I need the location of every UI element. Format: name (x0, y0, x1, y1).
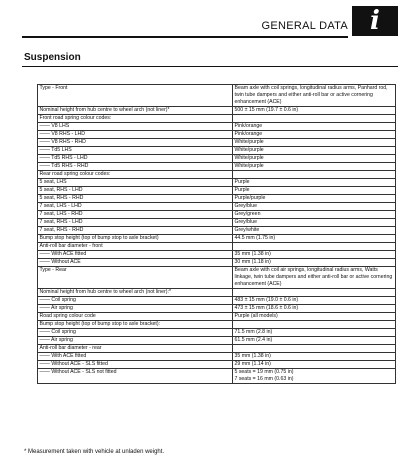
spec-label: Bump stop height (top of bump stop to axle bracket) (38, 235, 233, 243)
table-row (38, 187, 396, 195)
table-row (38, 267, 396, 289)
table-row (38, 115, 396, 123)
table-row (38, 353, 396, 361)
spec-value: 483 ± 15 mm (19.0 ± 0.6 in) (233, 297, 396, 305)
spec-label: 5 seat, RHS - RHD (38, 195, 233, 203)
table-row (38, 361, 396, 369)
table-row (38, 107, 396, 115)
spec-label: —— With ACE fitted (38, 353, 233, 361)
table-row (38, 369, 396, 384)
spec-label: Type - Front (38, 85, 233, 107)
table-row (38, 139, 396, 147)
spec-value: 5 seats = 19 mm (0.75 in) 7 seats = 16 mm (0.63 in) (233, 369, 396, 384)
spec-label: 5 seat, RHS - LHD (38, 187, 233, 195)
spec-value: Purple (233, 187, 396, 195)
table-row (38, 243, 396, 251)
spec-value: Purple (233, 179, 396, 187)
table-row (38, 313, 396, 321)
spec-value: White/purple (233, 155, 396, 163)
table-row (38, 235, 396, 243)
spec-label: —— Coil spring (38, 297, 233, 305)
spec-value (233, 345, 396, 353)
table-row (38, 211, 396, 219)
spec-label: —— Coil spring (38, 329, 233, 337)
spec-value: White/purple (233, 163, 396, 171)
spec-value: 35 mm (1.38 in) (233, 251, 396, 259)
spec-value (233, 289, 396, 297)
spec-label: Anti-roll bar diameter - front (38, 243, 233, 251)
spec-value: Beam axle with coil springs, longitudinal radius arms, Panhard rod, twin tube dampers and either anti-roll bar or active cornering enhancement (ACE) (233, 85, 396, 107)
footnote: * Measurement taken with vehicle at unladen weight. (24, 449, 165, 455)
table-row (38, 251, 396, 259)
table-row (38, 163, 396, 171)
spec-table-body (38, 85, 396, 384)
spec-value: 30 mm (1.18 in) (233, 259, 396, 267)
page-header-title: GENERAL DATA (261, 20, 348, 32)
spec-label: —— V8 RHS - LHD (38, 131, 233, 139)
spec-label: —— Td5 RHS - RHD (38, 163, 233, 171)
table-row (38, 321, 396, 329)
table-row (38, 85, 396, 107)
spec-label: —— With ACE fitted (38, 251, 233, 259)
spec-label: Nominal height from hub centre to wheel arch (not liner)* (38, 107, 233, 115)
section-title: Suspension (24, 52, 81, 63)
spec-label: —— Td5 RHS - LHD (38, 155, 233, 163)
spec-label: 7 seat, RHS - LHD (38, 219, 233, 227)
table-row (38, 337, 396, 345)
spec-value: 500 ± 15 mm (19.7 ± 0.6 in) (233, 107, 396, 115)
spec-value: Grey/blue (233, 219, 396, 227)
spec-label: Road spring colour code (38, 313, 233, 321)
spec-value: White/purple (233, 147, 396, 155)
spec-value (233, 243, 396, 251)
spec-label: 7 seat, LHS - RHD (38, 211, 233, 219)
table-row (38, 131, 396, 139)
suspension-spec-table (37, 84, 396, 384)
info-icon: i (352, 6, 398, 36)
spec-label: —— Without ACE (38, 259, 233, 267)
table-row (38, 289, 396, 297)
header-divider (22, 36, 348, 38)
spec-value (233, 115, 396, 123)
spec-value (233, 171, 396, 179)
spec-value: 61.5 mm (2.4 in) (233, 337, 396, 345)
table-row (38, 305, 396, 313)
table-row (38, 227, 396, 235)
table-row (38, 171, 396, 179)
spec-label: —— Td5 LHS (38, 147, 233, 155)
spec-label: Rear road spring colour codes: (38, 171, 233, 179)
spec-label: —— Air spring (38, 305, 233, 313)
spec-label: 5 seat, LHS (38, 179, 233, 187)
section-divider (22, 66, 398, 67)
spec-label: 7 seat, RHS - RHD (38, 227, 233, 235)
spec-value: Pink/orange (233, 123, 396, 131)
table-row (38, 329, 396, 337)
table-row (38, 297, 396, 305)
table-row (38, 123, 396, 131)
spec-label: —— V8 RHS - RHD (38, 139, 233, 147)
spec-label: —— V8 LHS (38, 123, 233, 131)
spec-value: 29 mm (1.14 in) (233, 361, 396, 369)
spec-value: Purple (all models) (233, 313, 396, 321)
table-row (38, 195, 396, 203)
spec-value: Purple/purple (233, 195, 396, 203)
spec-label: —— Air spring (38, 337, 233, 345)
table-row (38, 155, 396, 163)
table-row (38, 179, 396, 187)
spec-value (233, 321, 396, 329)
spec-label: —— Without ACE - SLS not fitted (38, 369, 233, 384)
table-row (38, 147, 396, 155)
spec-value: 35 mm (1.38 in) (233, 353, 396, 361)
spec-label: —— Without ACE - SLS fitted (38, 361, 233, 369)
spec-value: White/purple (233, 139, 396, 147)
spec-label: Front road spring colour codes: (38, 115, 233, 123)
spec-label: Nominal height from hub centre to wheel arch (not liner):* (38, 289, 233, 297)
spec-value: 71.5 mm (2.8 in) (233, 329, 396, 337)
table-row (38, 345, 396, 353)
spec-value: Beam axle with coil air springs, longitudinal radius arms, Watts linkage, twin tube dampers and either anti-roll bar or active cornering enhancement (ACE) (233, 267, 396, 289)
spec-value: Grey/green (233, 211, 396, 219)
spec-label: Anti-roll bar diameter - rear (38, 345, 233, 353)
spec-value: Pink/orange (233, 131, 396, 139)
spec-label: Type - Rear (38, 267, 233, 289)
table-row (38, 219, 396, 227)
spec-label: Bump stop height (top of bump stop to axle bracket): (38, 321, 233, 329)
table-row (38, 203, 396, 211)
spec-value: Grey/white (233, 227, 396, 235)
spec-value: Grey/blue (233, 203, 396, 211)
spec-value: 44.5 mm (1.75 in) (233, 235, 396, 243)
spec-label: 7 seat, LHS - LHD (38, 203, 233, 211)
spec-value: 473 ± 15 mm (18.6 ± 0.6 in) (233, 305, 396, 313)
table-row (38, 259, 396, 267)
